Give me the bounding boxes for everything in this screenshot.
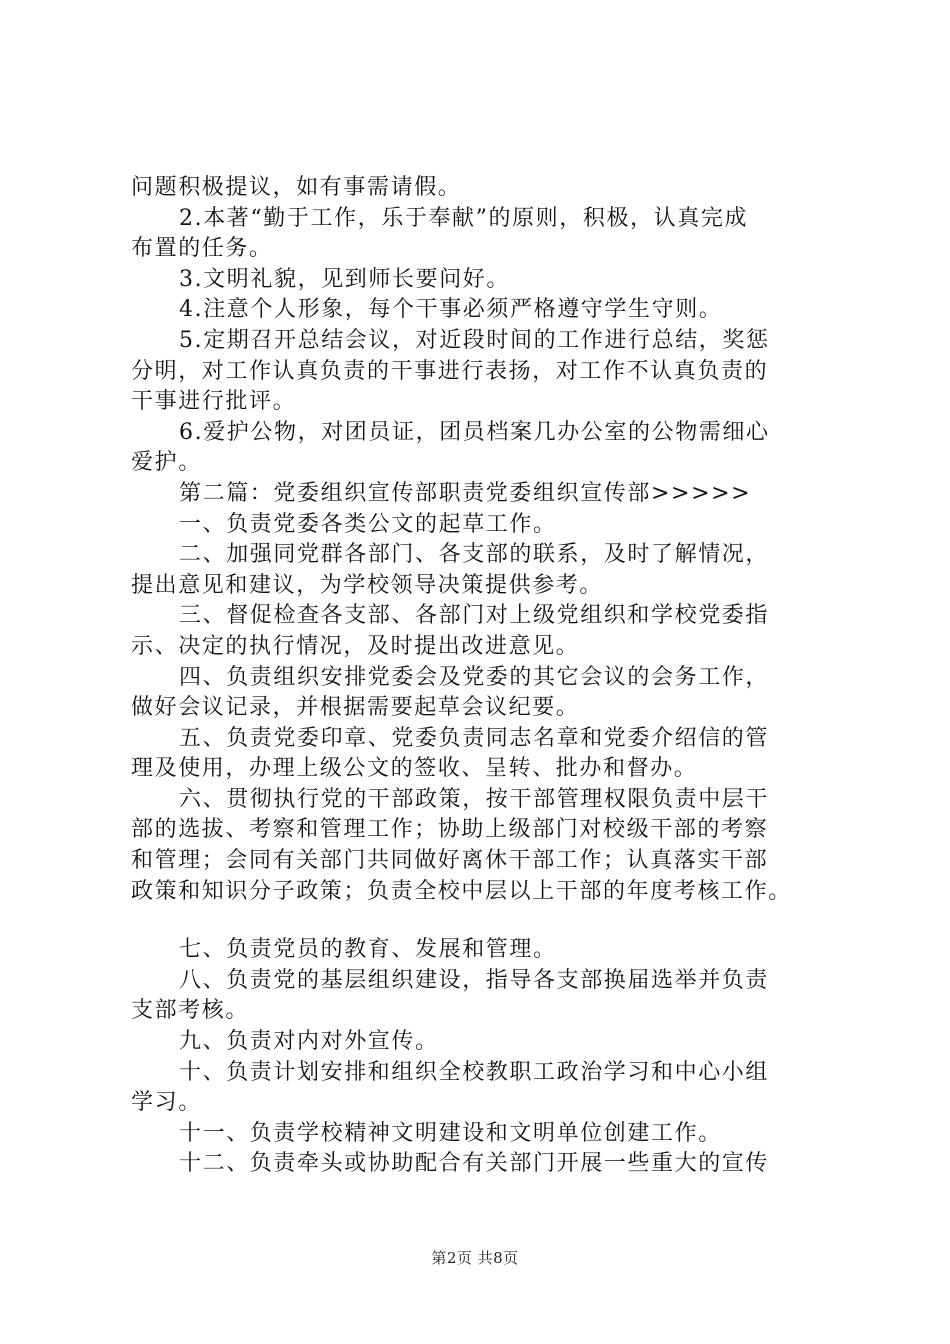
text-line: 一、负责党委各类公文的起草工作。 bbox=[179, 511, 557, 537]
text-line: 问题积极提议，如有事需请假。 bbox=[131, 175, 462, 200]
text-line: 五、负责党委印章、党委负责同志名章和党委介绍信的管 bbox=[179, 725, 770, 751]
text-line: 分明，对工作认真负责的干事进行表扬，对工作不认真负责的 bbox=[131, 358, 769, 384]
text-line: 干事进行批评。 bbox=[131, 389, 297, 415]
text-line: 示、决定的执行情况，及时提出改进意见。 bbox=[131, 633, 580, 659]
text-line: 部的选拔、考察和管理工作；协助上级部门对校级干部的考察 bbox=[131, 817, 769, 843]
text-line: 4.注意个人形象，每个干事必须严格遵守学生守则。 bbox=[179, 297, 723, 323]
text-line: 理及使用，办理上级公文的签收、呈转、批办和督办。 bbox=[131, 756, 698, 782]
text-line: 四、负责组织安排党委会及党委的其它会议的会务工作， bbox=[179, 664, 770, 690]
text-line: 支部考核。 bbox=[131, 998, 250, 1024]
text-line: 3.文明礼貌，见到师长要问好。 bbox=[179, 266, 510, 292]
page-number-footer: 第2页 共8页 bbox=[431, 1249, 519, 1267]
text-line: 政策和知识分子政策；负责全校中层以上干部的年度考核工作。 bbox=[131, 878, 792, 904]
paragraph-gap bbox=[131, 907, 851, 935]
text-line: 七、负责党员的教育、发展和管理。 bbox=[179, 937, 557, 963]
text-line: 十二、负责牵头或协助配合有关部门开展一些重大的宣传 bbox=[179, 1151, 770, 1177]
text-line: 5.定期召开总结会议，对近段时间的工作进行总结，奖惩 bbox=[179, 327, 770, 353]
text-line: 九、负责对内对外宣传。 bbox=[179, 1029, 439, 1055]
text-line: 学习。 bbox=[131, 1090, 202, 1116]
text-line: 三、督促检查各支部、各部门对上级党组织和学校党委指 bbox=[179, 603, 770, 629]
text-line: 6.爱护公物，对团员证，团员档案几办公室的公物需细心 bbox=[179, 419, 770, 445]
document-body bbox=[131, 173, 851, 1180]
text-line: 二、加强同党群各部门、各支部的联系，及时了解情况， bbox=[179, 542, 770, 568]
text-line: 和管理；会同有关部门共同做好离休干部工作；认真落实干部 bbox=[131, 848, 769, 874]
section-heading: 第二篇：党委组织宣传部职责党委组织宣传部>>>>> bbox=[179, 480, 752, 506]
text-line: 八、负责党的基层组织建设，指导各支部换届选举并负责 bbox=[179, 967, 770, 993]
text-line: 2.本著“勤于工作，乐于奉献”的原则，积极，认真完成 bbox=[179, 205, 749, 231]
text-line: 十一、负责学校精神文明建设和文明单位创建工作。 bbox=[179, 1120, 722, 1146]
text-line: 提出意见和建议，为学校领导决策提供参考。 bbox=[131, 572, 604, 598]
text-line: 做好会议记录，并根据需要起草会议纪要。 bbox=[131, 695, 580, 721]
text-line: 布置的任务。 bbox=[131, 236, 273, 262]
text-line: 十、负责计划安排和组织全校教职工政治学习和中心小组 bbox=[179, 1059, 770, 1085]
text-line: 六、贯彻执行党的干部政策，按干部管理权限负责中层干 bbox=[179, 786, 770, 812]
text-line: 爱护。 bbox=[131, 450, 202, 476]
